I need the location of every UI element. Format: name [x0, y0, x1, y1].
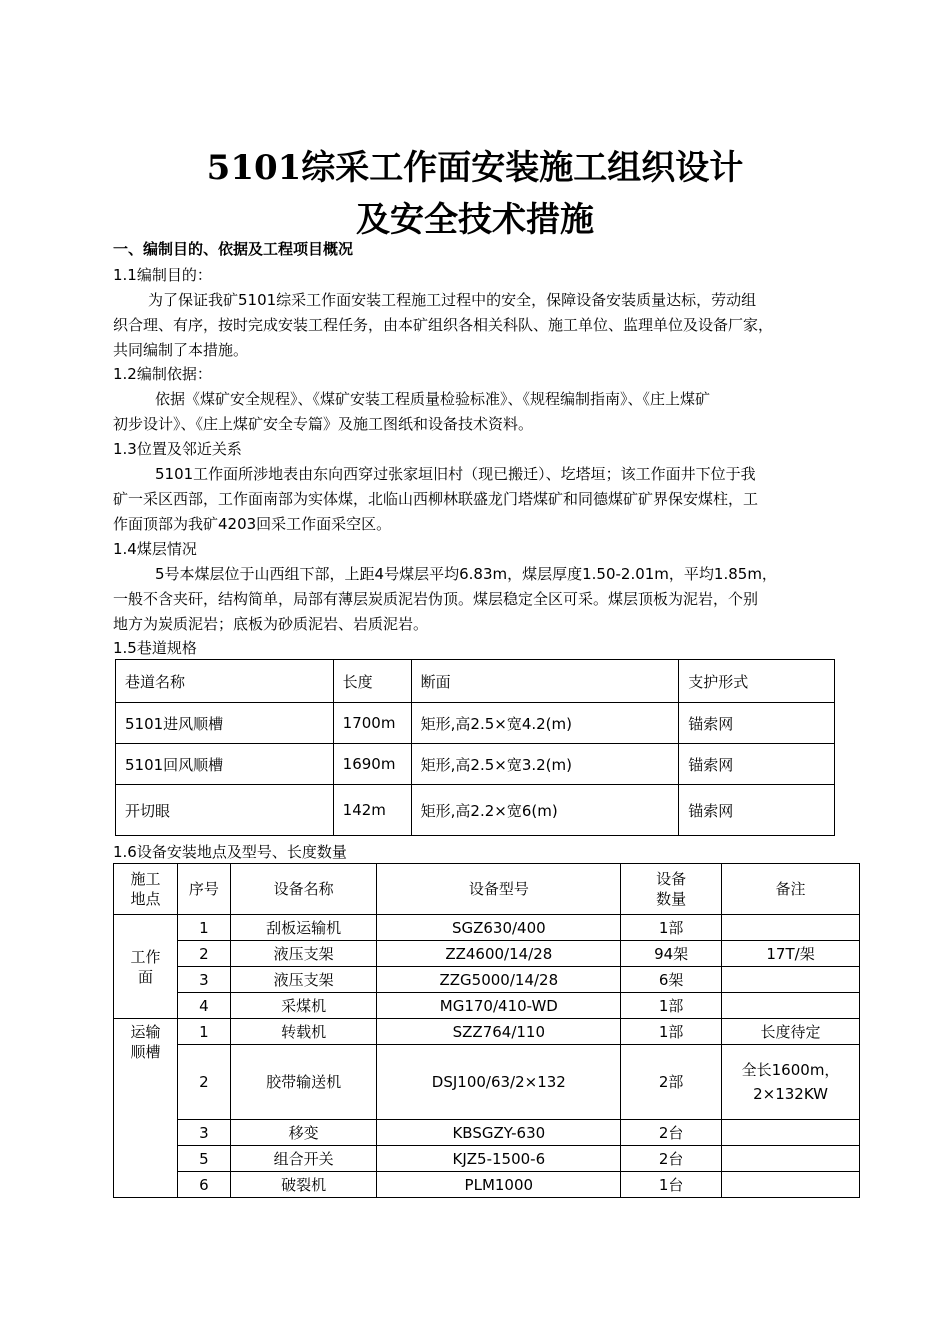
table-cell: 矩形,高2.5×宽4.2(m) [411, 703, 679, 744]
table-cell: 3 [177, 1120, 230, 1146]
table-cell: 采煤机 [230, 993, 377, 1019]
table-cell: 142m [333, 785, 411, 836]
subsection-heading-1-1: 1.1编制目的： [113, 266, 212, 284]
table-cell: 5101回风顺槽 [116, 744, 334, 785]
table-cell: 矩形,高2.2×宽6(m) [411, 785, 679, 836]
table-header-cell: 施工地点 [114, 864, 178, 915]
table-cell: 1 [177, 1019, 230, 1045]
table-row [114, 1120, 860, 1146]
paragraph-line: 5号本煤层位于山西组下部，上距4号煤层平均6.83m，煤层厚度1.50-2.01m，平均1.85m， [155, 565, 777, 583]
table-row [114, 915, 860, 941]
document-title-line1: 5101综采工作面安装施工组织设计 [206, 148, 744, 188]
table-cell [722, 993, 860, 1019]
paragraph-line: 矿一采区西部，工作面南部为实体煤，北临山西柳林联盛龙门塔煤矿和同德煤矿矿界保安煤柱，工 [113, 490, 759, 508]
table-cell: DSJ100/63/2×132 [377, 1045, 621, 1120]
section-heading: 一、编制目的、依据及工程项目概况 [113, 240, 354, 258]
roadway-spec-table [115, 659, 835, 836]
table-cell: 全长1600m，2×132KW [722, 1045, 860, 1120]
subsection-heading-1-2: 1.2编制依据： [113, 365, 212, 383]
table-row [116, 785, 835, 836]
table-cell: 液压支架 [230, 967, 377, 993]
table-cell: KJZ5-1500-6 [377, 1146, 621, 1172]
table-cell: KBSGZY-630 [377, 1120, 621, 1146]
subsection-heading-1-5: 1.5巷道规格 [113, 639, 197, 657]
table-cell: ZZ4600/14/28 [377, 941, 621, 967]
location-cell: 工作面 [114, 915, 178, 1019]
table-cell: 液压支架 [230, 941, 377, 967]
subsection-heading-1-3: 1.3位置及邻近关系 [113, 440, 242, 458]
table-cell: 4 [177, 993, 230, 1019]
paragraph-line: 为了保证我矿5101综采工作面安装工程施工过程中的安全，保障设备安装质量达标，劳动组 [148, 291, 757, 309]
table-cell: 胶带输送机 [230, 1045, 377, 1120]
subsection-heading-1-4: 1.4煤层情况 [113, 540, 197, 558]
paragraph-line: 地方为炭质泥岩；底板为砂质泥岩、岩质泥岩。 [113, 615, 429, 633]
table-cell: 17T/架 [722, 941, 860, 967]
table-cell: 锚索网 [679, 744, 835, 785]
table-cell [722, 1120, 860, 1146]
table-cell: 锚索网 [679, 703, 835, 744]
table-cell: 锚索网 [679, 785, 835, 836]
table-cell: 刮板运输机 [230, 915, 377, 941]
paragraph-line: 初步设计》、《庄上煤矿安全专篇》及施工图纸和设备技术资料。 [113, 415, 534, 433]
table-cell: 2部 [621, 1045, 722, 1120]
table-header-cell: 备注 [722, 864, 860, 915]
table-cell: SZZ764/110 [377, 1019, 621, 1045]
location-cell: 运输顺槽 [114, 1019, 178, 1198]
table-header-cell: 断面 [411, 660, 679, 703]
table-cell: 1 [177, 915, 230, 941]
table-row [116, 703, 835, 744]
table-row [116, 744, 835, 785]
table-header-cell: 序号 [177, 864, 230, 915]
table-cell [722, 915, 860, 941]
table-cell: 1690m [333, 744, 411, 785]
table-cell [722, 1172, 860, 1198]
document-title-line2: 及安全技术措施 [356, 200, 594, 240]
table-cell: 3 [177, 967, 230, 993]
subsection-heading-1-6: 1.6设备安装地点及型号、长度数量 [113, 843, 347, 861]
paragraph-line: 织合理、有序，按时完成安装工程任务，由本矿组织各相关科队、施工单位、监理单位及设备厂家， [113, 316, 774, 334]
paragraph-line: 依据《煤矿安全规程》、《煤矿安装工程质量检验标准》、《规程编制指南》、《庄上煤矿 [155, 390, 711, 408]
table-row [114, 967, 860, 993]
table-cell: 1部 [621, 1019, 722, 1045]
table-cell: 5 [177, 1146, 230, 1172]
table-cell: 2台 [621, 1146, 722, 1172]
table-cell: 1台 [621, 1172, 722, 1198]
paragraph-line: 一般不含夹矸，结构简单，局部有薄层炭质泥岩伪顶。煤层稳定全区可采。煤层顶板为泥岩，个别 [113, 590, 759, 608]
equipment-table [113, 863, 860, 1198]
table-cell: 6架 [621, 967, 722, 993]
table-cell: SGZ630/400 [377, 915, 621, 941]
table-header-cell: 设备型号 [377, 864, 621, 915]
table-row [114, 1146, 860, 1172]
table-cell: ZZG5000/14/28 [377, 967, 621, 993]
paragraph-line: 作面顶部为我矿4203回采工作面采空区。 [113, 515, 392, 533]
table-cell: 1700m [333, 703, 411, 744]
table-cell: 1部 [621, 993, 722, 1019]
table-cell: 6 [177, 1172, 230, 1198]
table-cell: 2 [177, 1045, 230, 1120]
table-header-cell: 设备名称 [230, 864, 377, 915]
table-cell: 长度待定 [722, 1019, 860, 1045]
table-cell [722, 967, 860, 993]
table-cell: 94架 [621, 941, 722, 967]
table-cell: 转载机 [230, 1019, 377, 1045]
table-cell: 移变 [230, 1120, 377, 1146]
table-cell: 5101进风顺槽 [116, 703, 334, 744]
table-header-row [116, 660, 835, 703]
paragraph-line: 共同编制了本措施。 [113, 341, 249, 359]
table-row [114, 1172, 860, 1198]
table-cell: 矩形,高2.5×宽3.2(m) [411, 744, 679, 785]
table-cell: MG170/410-WD [377, 993, 621, 1019]
table-header-cell: 巷道名称 [116, 660, 334, 703]
table-cell: 开切眼 [116, 785, 334, 836]
table-header-cell: 长度 [333, 660, 411, 703]
paragraph-line: 5101工作面所涉地表由东向西穿过张家垣旧村（现已搬迁）、圪塔垣；该工作面井下位于我 [155, 465, 756, 483]
table-cell: 1部 [621, 915, 722, 941]
table-cell: 2 [177, 941, 230, 967]
table-header-row [114, 864, 860, 915]
table-cell [722, 1146, 860, 1172]
table-cell: 组合开关 [230, 1146, 377, 1172]
table-cell: PLM1000 [377, 1172, 621, 1198]
table-row [114, 1045, 860, 1120]
table-header-cell: 支护形式 [679, 660, 835, 703]
table-cell: 破裂机 [230, 1172, 377, 1198]
table-row [114, 941, 860, 967]
table-row [114, 993, 860, 1019]
table-cell: 2台 [621, 1120, 722, 1146]
table-header-cell: 设备数量 [621, 864, 722, 915]
table-row [114, 1019, 860, 1045]
